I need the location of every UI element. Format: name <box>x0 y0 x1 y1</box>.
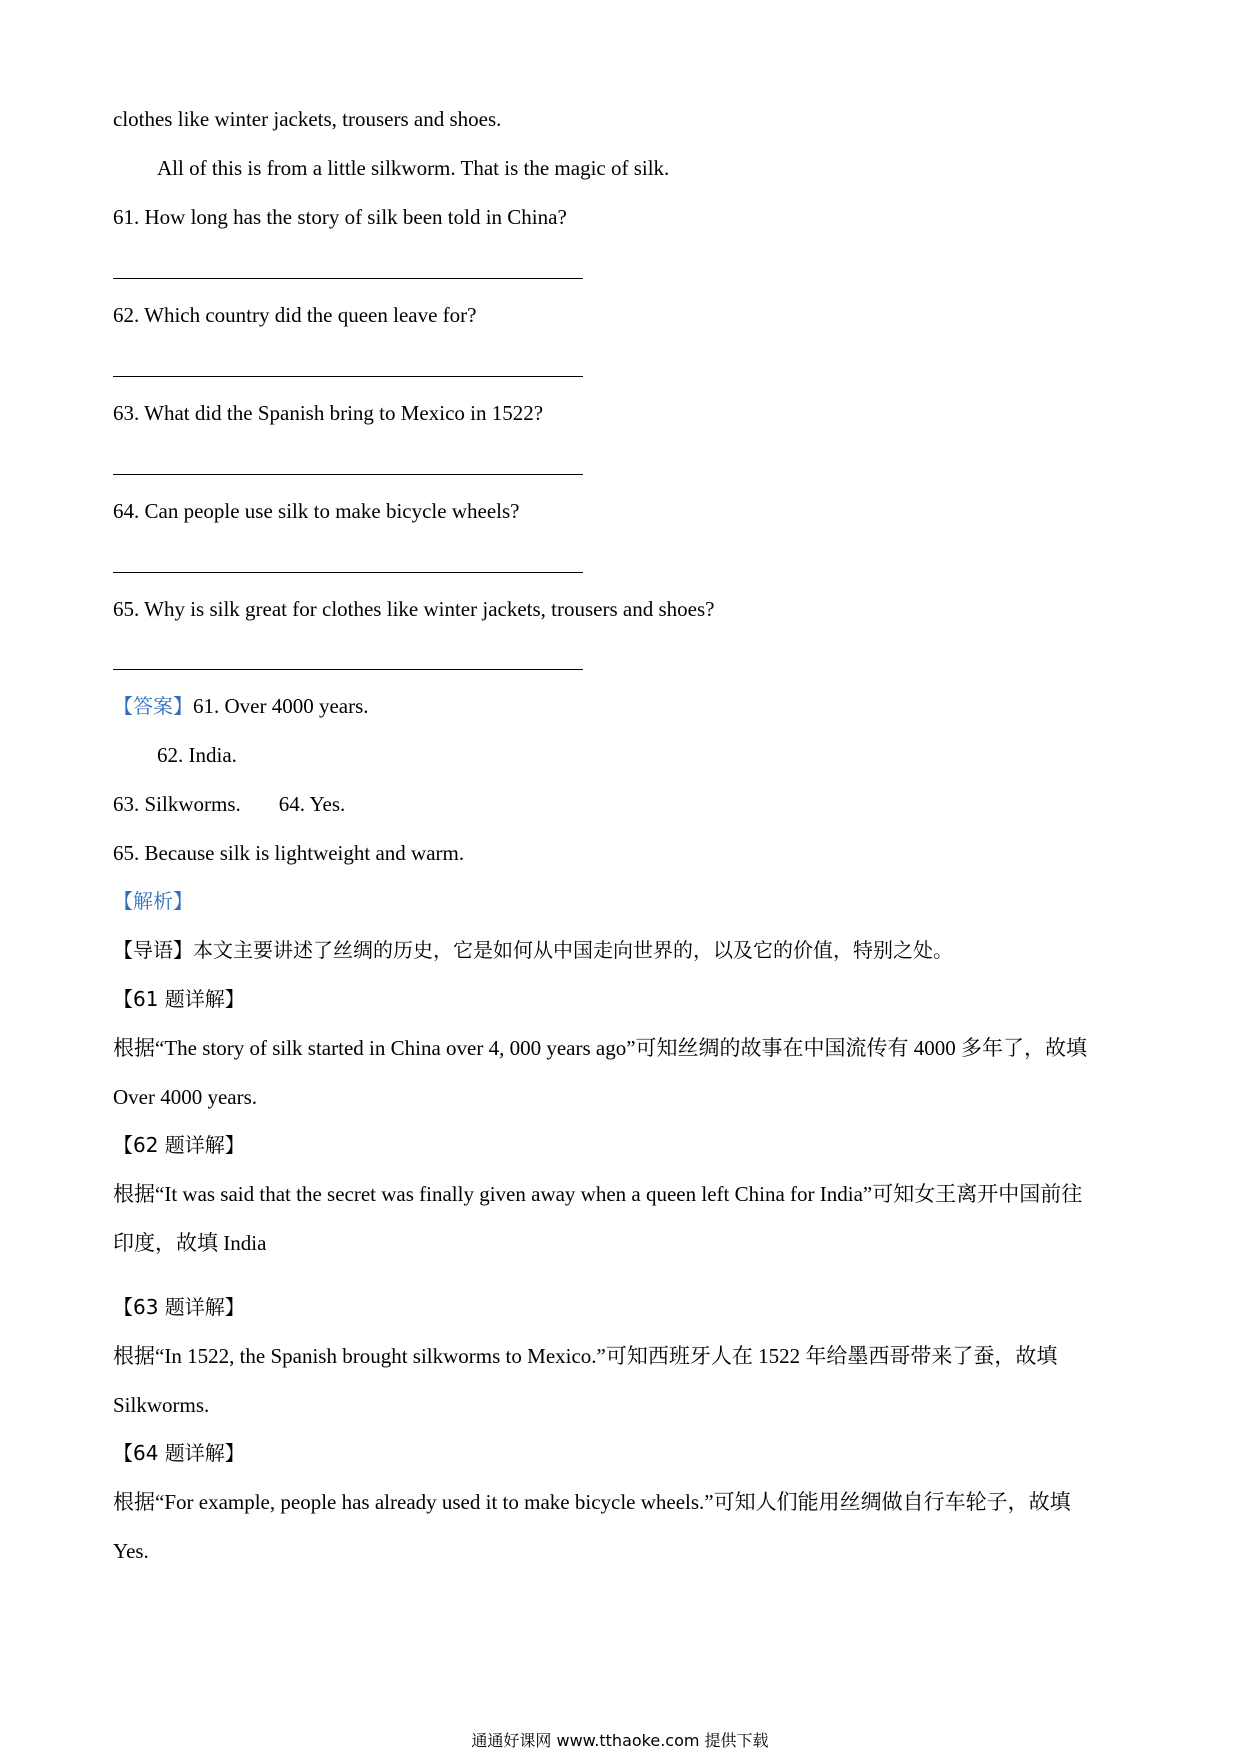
answer-blank-64 <box>113 572 583 573</box>
question-64: 64. Can people use silk to make bicycle wheels? <box>113 499 520 523</box>
detail-62-line2: 印度，故填 India <box>113 1231 267 1255</box>
detail-title-62: 【62 题详解】 <box>113 1133 245 1157</box>
detail-64-line1: 根据“For example, people has already used it to make bicycle wheels.”可知人们能用丝绸做自行车轮子，故填 <box>113 1490 1071 1514</box>
answer-63: 63. Silkworms. <box>113 792 241 816</box>
detail-61-line2: Over 4000 years. <box>113 1085 258 1109</box>
detail-62-line1: 根据“It was said that the secret was finally given away when a queen left China for India”可知女王离开中国前往 <box>113 1182 1083 1206</box>
guide-text: 本文主要讲述了丝绸的历史，它是如何从中国走向世界的，以及它的价值，特别之处。 <box>193 938 953 962</box>
analysis-tag: 【解析】 <box>113 889 193 913</box>
answer-blank-65 <box>113 669 583 670</box>
detail-title-64: 【64 题详解】 <box>113 1441 245 1465</box>
answer-block <box>113 693 369 719</box>
passage-line: All of this is from a little silkworm. That is the magic of silk. <box>157 156 670 180</box>
detail-63-line1: 根据“In 1522, the Spanish brought silkworms to Mexico.”可知西班牙人在 1522 年给墨西哥带来了蚕，故填 <box>113 1344 1058 1368</box>
answer-blank-63 <box>113 474 583 475</box>
answer-64: 64. Yes. <box>278 792 346 816</box>
guide-paragraph <box>113 937 953 963</box>
question-62: 62. Which country did the queen leave for? <box>113 303 477 327</box>
question-65: 65. Why is silk great for clothes like winter jackets, trousers and shoes? <box>113 597 715 621</box>
answer-62: 62. India. <box>157 743 237 767</box>
detail-61-line1: 根据“The story of silk started in China over 4, 000 years ago”可知丝绸的故事在中国流传有 4000 多年了，故填 <box>113 1036 1088 1060</box>
question-63: 63. What did the Spanish bring to Mexico in 1522? <box>113 401 544 425</box>
footer-text: 通通好课网 www.tthaoke.com 提供下载 <box>471 1731 769 1750</box>
answer-61: 61. Over 4000 years. <box>193 694 369 718</box>
answer-tag: 【答案】 <box>113 694 193 718</box>
detail-title-63: 【63 题详解】 <box>113 1295 245 1319</box>
answer-blank-62 <box>113 376 583 377</box>
answer-blank-61 <box>113 278 583 279</box>
question-61: 61. How long has the story of silk been told in China? <box>113 205 567 229</box>
detail-title-61: 【61 题详解】 <box>113 987 245 1011</box>
answer-row <box>113 791 345 817</box>
passage-line: clothes like winter jackets, trousers and shoes. <box>113 107 502 131</box>
answer-65: 65. Because silk is lightweight and warm. <box>113 841 465 865</box>
guide-tag: 【导语】 <box>113 938 193 962</box>
detail-64-line2: Yes. <box>113 1539 149 1563</box>
detail-63-line2: Silkworms. <box>113 1393 210 1417</box>
